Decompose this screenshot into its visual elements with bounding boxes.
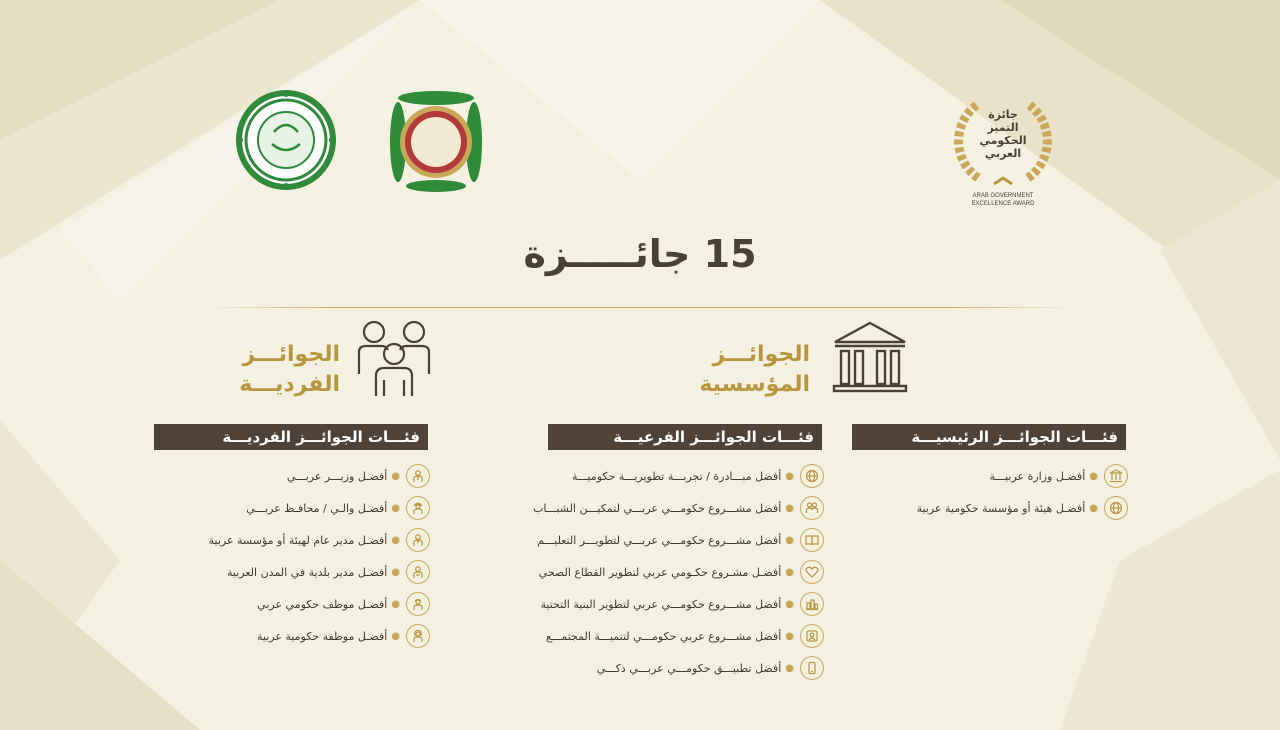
youth-icon [800, 496, 824, 520]
list-item [990, 462, 1128, 490]
list-item [287, 462, 430, 490]
individual-title-line2: الفرديـــة [239, 372, 340, 397]
bullet: ● [391, 566, 400, 578]
individual-section-title [180, 340, 340, 400]
bullet: ● [785, 662, 794, 674]
people-icon [356, 318, 432, 398]
title-divider [205, 307, 1075, 308]
bullet: ● [391, 470, 400, 482]
list-item-label: أفضـل هيئة أو مؤسسة حكومية عربية [916, 501, 1086, 515]
arab-league-emblem-icon [386, 90, 486, 194]
list-item [539, 558, 824, 586]
bullet: ● [785, 534, 794, 546]
list-item-label: أفضـل وزارة عربيـــة [989, 469, 1086, 483]
list-item [917, 494, 1128, 522]
bullet: ● [391, 502, 400, 514]
governor-icon [406, 496, 430, 520]
bullet: ● [391, 598, 400, 610]
list-item [537, 526, 824, 554]
list-item-label: أفضـل والـي / محافـظ عربـــي [246, 501, 388, 515]
individual-categories-header: فئـــات الجوائـــز الفرديـــة [154, 424, 428, 450]
male-employee-icon [406, 592, 430, 616]
list-item-label: أفضل مشـــروع عربي حكومـــي لتنميـــة المجتمـــع [545, 629, 782, 643]
list-item [227, 558, 430, 586]
bullet: ● [785, 502, 794, 514]
award-logo-line1: جائزة [988, 108, 1018, 121]
individual-categories-list [150, 462, 430, 652]
sub-categories-header: فئـــات الجوائـــز الفرعيـــة [548, 424, 822, 450]
list-item [257, 622, 430, 650]
individual-title-line1: الجوائـــز [242, 342, 340, 367]
mayor-icon [406, 560, 430, 584]
heart-icon [800, 560, 824, 584]
list-item [209, 526, 430, 554]
list-item-label: أفضـل وزيـــر عربـــي [286, 469, 388, 483]
sub-categories-list [533, 462, 824, 684]
list-item [533, 494, 824, 522]
bullet: ● [785, 566, 794, 578]
book-icon [800, 528, 824, 552]
bullet: ● [785, 598, 794, 610]
bullet: ● [391, 534, 400, 546]
list-item-label: أفضل مشـــروع حكومـــي عربـــي لتطويـــر التعليـــم [537, 533, 782, 547]
list-item [257, 590, 430, 618]
award-logo-line2: التميز [987, 121, 1019, 134]
main-categories-header: فئـــات الجوائـــز الرئيسيـــة [852, 424, 1126, 450]
main-categories-list [860, 462, 1128, 532]
bullet: ● [391, 630, 400, 642]
list-item [246, 494, 430, 522]
award-logo [948, 86, 1058, 214]
arab-admin-dev-org-emblem-icon [234, 88, 338, 192]
globe-icon [800, 464, 824, 488]
bullet: ● [785, 630, 794, 642]
award-logo-line4: العربي [984, 147, 1022, 160]
smartphone-icon [800, 656, 824, 680]
bullet: ● [1089, 502, 1098, 514]
list-item [541, 590, 825, 618]
institutional-title-line2: المؤسسية [699, 372, 810, 397]
award-logo-line3: الحكومي [979, 134, 1027, 147]
list-item [546, 622, 824, 650]
list-item [572, 462, 824, 490]
list-item-label: أفضـل موظف حكومي عربي [257, 597, 388, 611]
female-employee-icon [406, 624, 430, 648]
list-item-label: أفضـل موظفة حكومية عربية [257, 629, 388, 643]
award-logo-en2: EXCELLENCE AWARD [971, 201, 1035, 207]
list-item-label: أفضـل مدير بلدية في المدن العربية [227, 565, 388, 579]
arab-league-logo [386, 90, 486, 194]
bullet: ● [1089, 470, 1098, 482]
institutional-section-title [640, 340, 810, 400]
list-item-label: أفضل تطبيـــق حكومـــي عربـــي ذكـــي [596, 661, 782, 675]
bullet: ● [785, 470, 794, 482]
institutional-title-line1: الجوائـــز [712, 342, 810, 367]
infrastructure-icon [800, 592, 824, 616]
building-columns-icon [832, 320, 908, 398]
minister-icon [406, 464, 430, 488]
director-icon [406, 528, 430, 552]
community-icon [800, 624, 824, 648]
award-logo-en1: ARAB GOVERNMENT [972, 193, 1034, 199]
list-item [597, 654, 824, 682]
globe-building-icon [1104, 496, 1128, 520]
building-icon [1104, 464, 1128, 488]
arab-admin-dev-org-logo [234, 88, 338, 192]
list-item-label: أفضل مشـــروع حكومـــي عربـــي لتمكيـــن الشبـــاب [533, 501, 782, 515]
list-item-label: أفضل مشـــروع حكومـــي عربي لتطوير البنية التحتية [540, 597, 782, 611]
list-item-label: أفضل مبـــادرة / تجربـــة تطويريـــة حكوميـــة [571, 469, 782, 483]
list-item-label: أفضـل مشـروع حكـومي عربي لتطوير القطاع الصحي [538, 565, 782, 579]
list-item-label: أفضـل مدير عام لهيئة أو مؤسسة عربية [208, 533, 388, 547]
page-title: 15 جائـــــزة [523, 232, 757, 276]
